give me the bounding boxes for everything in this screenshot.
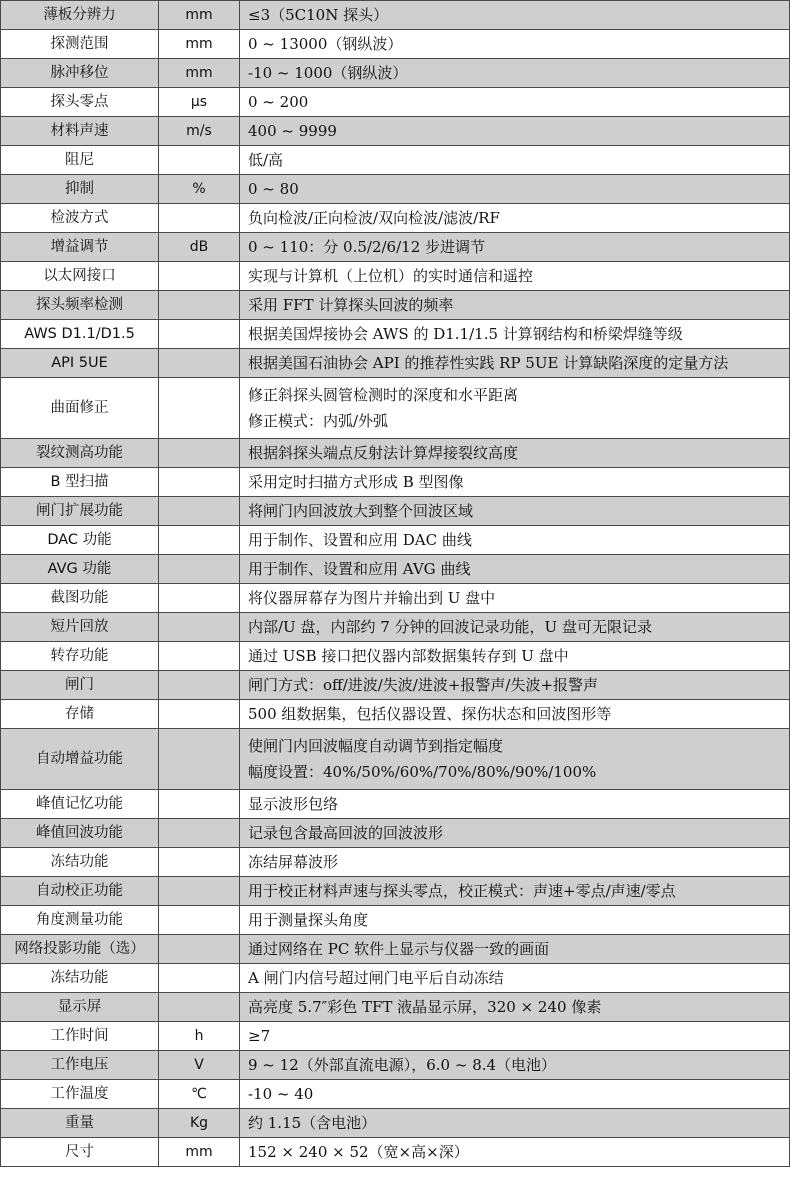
spec-name-cell: 网络投影功能（选） [1, 935, 159, 964]
spec-unit-cell: μs [159, 88, 240, 117]
table-row [1, 877, 790, 906]
spec-value-cell: 通过网络在 PC 软件上显示与仪器一致的画面 [240, 935, 790, 964]
spec-name-cell: 尺寸 [1, 1138, 159, 1167]
spec-name-cell: 峰值记忆功能 [1, 790, 159, 819]
spec-name-cell: 冻结功能 [1, 964, 159, 993]
spec-value-cell: 采用定时扫描方式形成 B 型图像 [240, 468, 790, 497]
spec-unit-cell [159, 497, 240, 526]
spec-value-line: 修正模式：内弧/外弧 [248, 412, 389, 430]
table-row [1, 262, 790, 291]
spec-value-cell: 0 ~ 110：分 0.5/2/6/12 步进调节 [240, 233, 790, 262]
spec-value-cell: 用于制作、设置和应用 AVG 曲线 [240, 555, 790, 584]
spec-value-cell: 0 ~ 80 [240, 175, 790, 204]
spec-name-cell: 裂纹测高功能 [1, 439, 159, 468]
table-row [1, 59, 790, 88]
table-row [1, 906, 790, 935]
table-row [1, 1138, 790, 1167]
table-row [1, 175, 790, 204]
spec-value-cell: 用于制作、设置和应用 DAC 曲线 [240, 526, 790, 555]
spec-name-cell: 闸门扩展功能 [1, 497, 159, 526]
spec-value-cell: -10 ~ 40 [240, 1080, 790, 1109]
table-row [1, 935, 790, 964]
table-row [1, 790, 790, 819]
spec-unit-cell [159, 906, 240, 935]
spec-value-cell: 记录包含最高回波的回波波形 [240, 819, 790, 848]
spec-value-cell [240, 729, 790, 790]
table-row [1, 1109, 790, 1138]
spec-name-cell: 自动增益功能 [1, 729, 159, 790]
spec-name-cell: 冻结功能 [1, 848, 159, 877]
table-row [1, 30, 790, 59]
spec-unit-cell [159, 320, 240, 349]
spec-value-line: 幅度设置：40%/50%/60%/70%/80%/90%/100% [248, 763, 597, 781]
spec-value-cell: 将仪器屏幕存为图片并输出到 U 盘中 [240, 584, 790, 613]
spec-name-cell: 脉冲移位 [1, 59, 159, 88]
spec-value-cell [240, 378, 790, 439]
spec-name-cell: 抑制 [1, 175, 159, 204]
table-row [1, 497, 790, 526]
spec-value-cell: 根据美国焊接协会 AWS 的 D1.1/1.5 计算钢结构和桥梁焊缝等级 [240, 320, 790, 349]
table-row [1, 1, 790, 30]
spec-value-cell: A 闸门内信号超过闸门电平后自动冻结 [240, 964, 790, 993]
spec-unit-cell [159, 613, 240, 642]
spec-unit-cell [159, 877, 240, 906]
spec-value-cell: 约 1.15（含电池） [240, 1109, 790, 1138]
spec-unit-cell [159, 262, 240, 291]
table-row [1, 320, 790, 349]
table-row [1, 526, 790, 555]
spec-name-cell: 探头频率检测 [1, 291, 159, 320]
spec-unit-cell [159, 642, 240, 671]
spec-name-cell: 工作电压 [1, 1051, 159, 1080]
table-row [1, 993, 790, 1022]
spec-name-cell: 工作时间 [1, 1022, 159, 1051]
spec-unit-cell [159, 439, 240, 468]
spec-name-cell: 存储 [1, 700, 159, 729]
spec-value-cell: 显示波形包络 [240, 790, 790, 819]
spec-value-cell: ≥7 [240, 1022, 790, 1051]
spec-value-cell: 内部/U 盘，内部约 7 分钟的回波记录功能，U 盘可无限记录 [240, 613, 790, 642]
spec-name-cell: 截图功能 [1, 584, 159, 613]
spec-name-cell: 薄板分辨力 [1, 1, 159, 30]
spec-unit-cell [159, 729, 240, 790]
table-row [1, 378, 790, 439]
spec-value-cell: 根据美国石油协会 API 的推荐性实践 RP 5UE 计算缺陷深度的定量方法 [240, 349, 790, 378]
spec-name-cell: 以太网接口 [1, 262, 159, 291]
spec-value-cell: 闸门方式：off/进波/失波/进波+报警声/失波+报警声 [240, 671, 790, 700]
spec-unit-cell [159, 584, 240, 613]
spec-unit-cell [159, 935, 240, 964]
table-row [1, 88, 790, 117]
spec-table-body [1, 1, 790, 1167]
table-row [1, 964, 790, 993]
spec-name-cell: 材料声速 [1, 117, 159, 146]
spec-value-cell: ≤3（5C10N 探头） [240, 1, 790, 30]
spec-name-cell: API 5UE [1, 349, 159, 378]
table-row [1, 439, 790, 468]
table-row [1, 848, 790, 877]
spec-unit-cell: V [159, 1051, 240, 1080]
spec-unit-cell: ℃ [159, 1080, 240, 1109]
spec-name-cell: 探头零点 [1, 88, 159, 117]
spec-value-cell: 高亮度 5.7″彩色 TFT 液晶显示屏，320 × 240 像素 [240, 993, 790, 1022]
spec-value-line: 使闸门内回波幅度自动调节到指定幅度 [248, 737, 504, 755]
table-row [1, 700, 790, 729]
spec-unit-cell [159, 555, 240, 584]
spec-unit-cell: h [159, 1022, 240, 1051]
spec-unit-cell [159, 848, 240, 877]
spec-unit-cell [159, 671, 240, 700]
spec-name-cell: 阻尼 [1, 146, 159, 175]
spec-name-cell: 曲面修正 [1, 378, 159, 439]
spec-unit-cell [159, 526, 240, 555]
spec-name-cell: AWS D1.1/D1.5 [1, 320, 159, 349]
spec-value-cell: 负向检波/正向检波/双向检波/滤波/RF [240, 204, 790, 233]
spec-name-cell: AVG 功能 [1, 555, 159, 584]
spec-unit-cell [159, 204, 240, 233]
table-row [1, 1022, 790, 1051]
table-row [1, 671, 790, 700]
spec-name-cell: B 型扫描 [1, 468, 159, 497]
spec-name-cell: 闸门 [1, 671, 159, 700]
table-row [1, 233, 790, 262]
table-row [1, 349, 790, 378]
spec-value-cell: 9 ~ 12（外部直流电源），6.0 ~ 8.4（电池） [240, 1051, 790, 1080]
spec-name-cell: 工作温度 [1, 1080, 159, 1109]
table-row [1, 642, 790, 671]
table-row [1, 819, 790, 848]
spec-value-cell: 实现与计算机（上位机）的实时通信和遥控 [240, 262, 790, 291]
spec-value-cell: 500 组数据集，包括仪器设置、探伤状态和回波图形等 [240, 700, 790, 729]
spec-name-cell: 峰值回波功能 [1, 819, 159, 848]
spec-unit-cell: % [159, 175, 240, 204]
spec-unit-cell [159, 700, 240, 729]
table-row [1, 1051, 790, 1080]
table-row [1, 1080, 790, 1109]
table-row [1, 146, 790, 175]
spec-name-cell: 增益调节 [1, 233, 159, 262]
table-row [1, 468, 790, 497]
spec-name-cell: 角度测量功能 [1, 906, 159, 935]
table-row [1, 117, 790, 146]
table-row [1, 204, 790, 233]
table-row [1, 291, 790, 320]
spec-unit-cell: mm [159, 59, 240, 88]
spec-name-cell: 检波方式 [1, 204, 159, 233]
spec-value-cell: 根据斜探头端点反射法计算焊接裂纹高度 [240, 439, 790, 468]
spec-name-cell: 探测范围 [1, 30, 159, 59]
spec-unit-cell [159, 790, 240, 819]
spec-unit-cell [159, 964, 240, 993]
spec-name-cell: 显示屏 [1, 993, 159, 1022]
spec-value-line: 修正斜探头圆管检测时的深度和水平距离 [248, 386, 519, 404]
spec-unit-cell: Kg [159, 1109, 240, 1138]
spec-name-cell: 自动校正功能 [1, 877, 159, 906]
table-row [1, 555, 790, 584]
spec-unit-cell [159, 291, 240, 320]
spec-value-cell: 400 ~ 9999 [240, 117, 790, 146]
table-row [1, 729, 790, 790]
spec-value-cell: 0 ~ 200 [240, 88, 790, 117]
spec-value-cell: 通过 USB 接口把仪器内部数据集转存到 U 盘中 [240, 642, 790, 671]
spec-unit-cell: mm [159, 1, 240, 30]
table-row [1, 584, 790, 613]
spec-name-cell: DAC 功能 [1, 526, 159, 555]
spec-value-cell: 将闸门内回波放大到整个回波区域 [240, 497, 790, 526]
table-row [1, 613, 790, 642]
spec-unit-cell [159, 819, 240, 848]
spec-unit-cell [159, 349, 240, 378]
spec-value-cell: 低/高 [240, 146, 790, 175]
spec-unit-cell [159, 993, 240, 1022]
spec-value-cell: 152 × 240 × 52（宽×高×深） [240, 1138, 790, 1167]
spec-unit-cell: dB [159, 233, 240, 262]
spec-value-cell: 用于校正材料声速与探头零点，校正模式：声速+零点/声速/零点 [240, 877, 790, 906]
spec-unit-cell [159, 468, 240, 497]
spec-unit-cell: mm [159, 1138, 240, 1167]
spec-name-cell: 重量 [1, 1109, 159, 1138]
spec-unit-cell [159, 146, 240, 175]
spec-unit-cell [159, 378, 240, 439]
spec-unit-cell: m/s [159, 117, 240, 146]
spec-value-cell: 采用 FFT 计算探头回波的频率 [240, 291, 790, 320]
spec-value-cell: 0 ~ 13000（钢纵波） [240, 30, 790, 59]
spec-value-cell: 冻结屏幕波形 [240, 848, 790, 877]
spec-value-cell: -10 ~ 1000（钢纵波） [240, 59, 790, 88]
spec-unit-cell: mm [159, 30, 240, 59]
spec-name-cell: 转存功能 [1, 642, 159, 671]
spec-value-cell: 用于测量探头角度 [240, 906, 790, 935]
spec-name-cell: 短片回放 [1, 613, 159, 642]
